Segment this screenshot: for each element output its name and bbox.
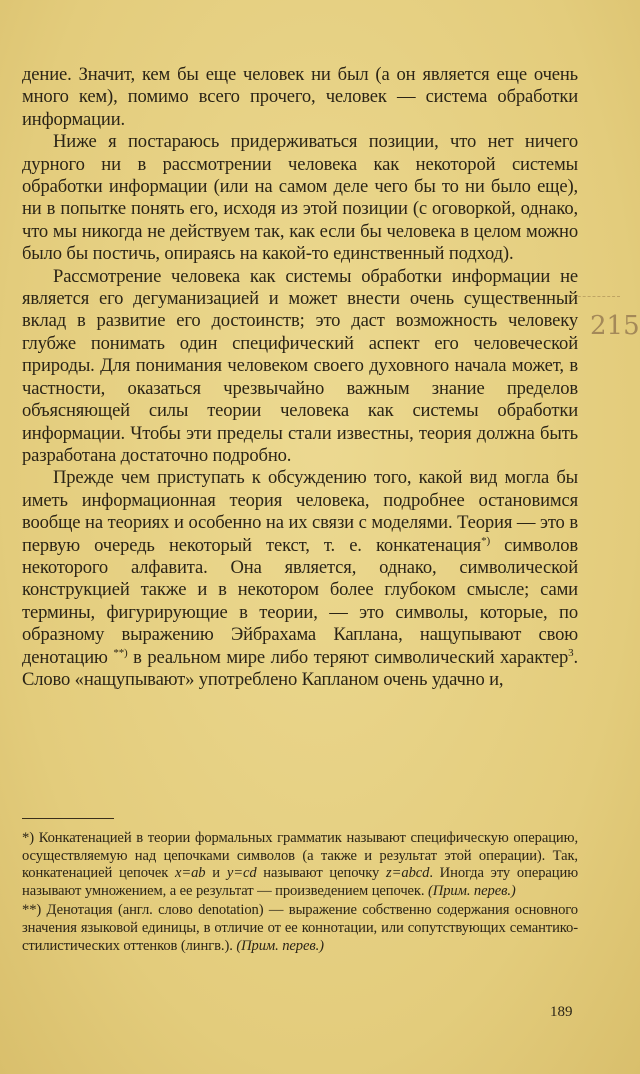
paragraph-1: дение. Значит, кем бы еще человек ни был (а он является еще очень много кем), помимо всего прочего, человек — система обработки информации. bbox=[22, 64, 578, 130]
formula-x: x=ab bbox=[174, 865, 206, 882]
paragraph-4-part-d: . Слово «нащупывают» употреблено Капланом очень удачно и, bbox=[22, 646, 579, 690]
formula-z: z=abcd bbox=[386, 865, 430, 882]
page-number: 189 bbox=[550, 1004, 573, 1020]
footnote-1-text-b: называют цепочку bbox=[256, 865, 387, 882]
footnote-1-text-c: . Иногда эту операцию называют умножением, а ее результат — произведением цепочек. bbox=[22, 865, 578, 899]
footnote-1-text-a: *) Конкатенацией в теории формальных грамматик называют специфическую операцию, осуществляемую над цепочками символов (а также и результат этой операции). Так, конкатенацией цепочек bbox=[22, 830, 578, 882]
translator-note-2: (Прим. перев.) bbox=[236, 937, 324, 954]
paragraph-4-part-a: Прежде чем приступать к обсуждению того, какой вид могла бы иметь информационная теория человека, подробнее остановимся вообще на теориях и особенно на их связи с моделями. Теория — это в первую очередь некоторый текст, т. е. конкатенация bbox=[22, 467, 578, 556]
main-text bbox=[22, 64, 578, 691]
reference-3: 3 bbox=[568, 646, 574, 659]
paragraph-2: Ниже я постараюсь придерживаться позиции, что нет ничего дурного ни в рассмотрении человека как некоторой системы обработки информации (или на самом деле чего бы то ни было еще), ни в попытке понять его, исходя из этой позиции (с оговоркой, однако, что мы никогда не действуем так, как если бы человека в целом можно было бы постичь, опираясь на какой-то единственный подход). bbox=[22, 131, 578, 265]
footnotes bbox=[22, 830, 578, 955]
footnote-1-and: и bbox=[205, 865, 227, 882]
footnote-ref-1: *) bbox=[481, 534, 490, 547]
paragraph-4-part-c: в реальном мире либо теряют символический характер bbox=[127, 646, 569, 668]
paragraph-4 bbox=[22, 467, 578, 691]
translator-note-1: (Прим. перев.) bbox=[428, 882, 516, 899]
footnote-separator bbox=[22, 818, 114, 819]
footnote-1 bbox=[22, 830, 578, 900]
footnote-ref-2: **) bbox=[113, 646, 128, 659]
margin-mark: 215 bbox=[590, 311, 640, 341]
footnote-2-text: **) Денотация (англ. слово denotation) — выражение собственно содержания основного значения языковой единицы, в отличие от ее коннотации, или сопутствующих семантико-стилистических оттенков (лингв.). bbox=[22, 902, 578, 954]
paragraph-3: Рассмотрение человека как системы обработки информации не является его дегуманизацией и может внести очень существенный вклад в развитие его достоинств; это даст возможность человеку глубже понимать один специфический аспект его человеческой природы. Для понимания человеком своего духовного начала может, в частности, оказаться чрезвычайно важным знание пределов объясняющей силы теории человека как системы обработки информации. Чтобы эти пределы стали известны, теория должна быть разработана достаточно подробно. bbox=[22, 265, 578, 466]
margin-rule bbox=[568, 296, 620, 297]
formula-y: y=cd bbox=[226, 865, 257, 882]
footnote-2 bbox=[22, 902, 578, 955]
paragraph-4-part-b: символов некоторого алфавита. Она является, однако, символической конструкцией также и в некотором более глубоком смысле; сами термины, фигурирующие в теории, — это символы, которые, по образному выражению Эйбрахама Каплана, нащупывают свою денотацию bbox=[22, 534, 578, 668]
